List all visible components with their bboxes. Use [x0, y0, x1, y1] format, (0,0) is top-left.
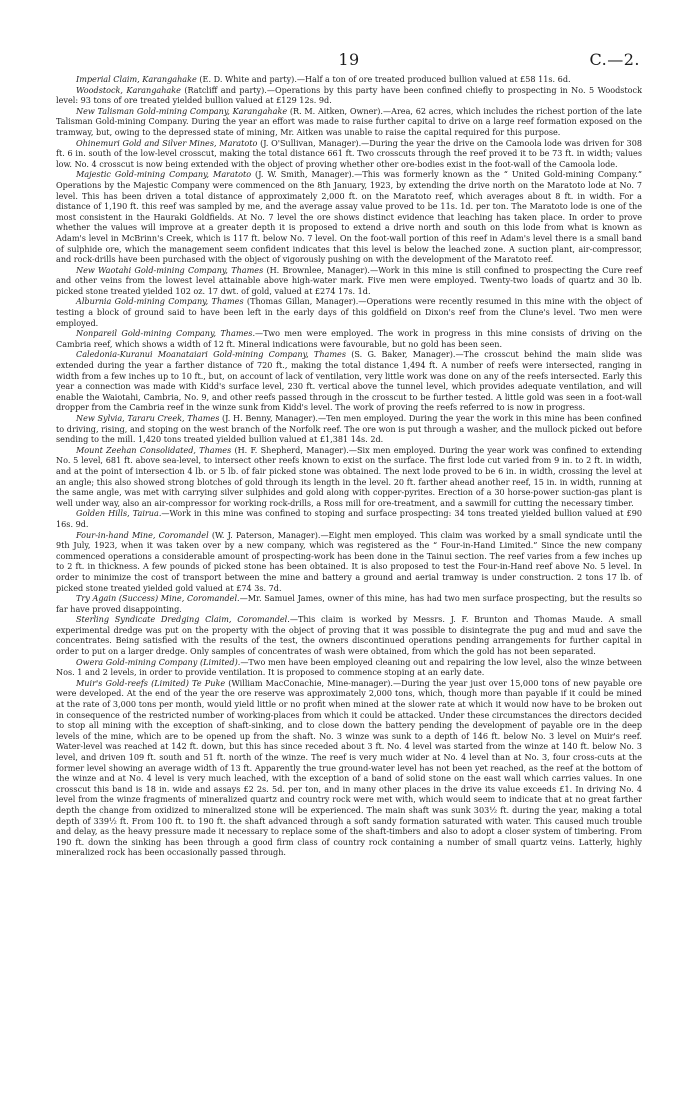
paragraph-heading: Majestic Gold-mining Company, Maratoto: [76, 169, 252, 180]
paragraph-text: (R. M. Aitken, Owner).—Area, 62 acres, which includes the richest portion of the late Talisman Gold-mining Company. During the year an effort was made to raise further capital to drive on a large reef formation exposed on the tramway, but, owing to the depressed state of mining, Mr. Aitken was unable to raise the capital required for this purpose.: [56, 105, 642, 137]
paragraph-heading: Imperial Claim, Karangahake: [76, 74, 197, 84]
paragraph-heading: Try Again (Success) Mine, Coromandel.: [76, 593, 240, 604]
paragraph-new-waotahi: [56, 265, 642, 297]
paragraph-imperial-claim: [56, 74, 642, 85]
paragraph-muirs-gold-reefs: [56, 678, 642, 858]
paragraph-text: (H. F. Shepherd, Manager).—Six men employed. During the year work was confined to extending No. 5 level, 681 ft. above sea-level, to intersect other reefs known to exist on the surface. The first lode cut varied from 9 in. to 2 ft. in width, and at the point of intersection 4 lb. or 5 lb. of fair picked stone was obtained. The next lode proved to be 6 in. in width, crossing the level at an angle; this also showed strong blotches of gold through its length in the level. 20 ft. farther ahead another reef, 15 in. in width, running at the same angle, was met with carrying silver sulphides and gold along with copper-pyrites. Erection of a 30 horse-power suction-gas plant is well under way, also an air-compressor for working rock-drills, a Ross mill for ore-treatment, and a sawmill for cutting the necessary timber.: [56, 444, 642, 508]
paragraph-heading: New Talisman Gold-mining Company, Karangahake: [76, 105, 288, 116]
paragraph-caledonia: [56, 349, 642, 413]
report-body: [56, 74, 642, 858]
paragraph-try-again: [56, 593, 642, 614]
paragraph-text: (J. H. Benny, Manager).—Ten men employed. During the year the work in this mine has been confined to driving, rising, and stoping on the west branch of the Norfolk reef. The ore won is put through a washer, and the mullock picked out before sending to the mill. 1,420 tons treated yielded bullion valued at £1,381 14s. 2d.: [56, 413, 642, 445]
paragraph-heading: Caledonia-Kuranui Moanataiari Gold-mining Company, Thames: [76, 349, 346, 360]
paragraph-four-in-hand: [56, 530, 642, 594]
paragraph-text: —This claim is worked by Messrs. J. F. Brunton and Thomas Maude. A small experimental dredge was put on the property with the object of proving that it was possible to disintegrate the pug and mud and save the concentrates. Being satisfied with the results of the test, the owners discontinued operations pending arrangements for further capital in order to put on a larger dredge. Only samples of concentrates of wash were obtained, from which the gold has not been separated.: [56, 614, 642, 657]
paragraph-new-talisman: [56, 106, 642, 138]
paragraph-ohinemuri: [56, 138, 642, 170]
paragraph-heading: Nonpareil Gold-mining Company, Thames.: [76, 328, 256, 339]
paragraph-text: —Work in this mine was confined to stoping and surface prospecting: 34 tons treated yielded bullion valued at £90 16s. 9d.: [56, 508, 642, 529]
paragraph-heading: Alburnia Gold-mining Company, Thames: [76, 296, 244, 307]
paragraph-woodstock: [56, 85, 642, 106]
paragraph-heading: Woodstock, Karangahake: [76, 84, 181, 95]
paragraph-text: (E. D. White and party).—Half a ton of ore treated produced bullion valued at £58 11s. 6d.: [196, 74, 571, 84]
paragraph-heading: Mount Zeehan Consolidated, Thames: [76, 444, 232, 455]
section-reference: C.—2.: [589, 50, 640, 69]
paragraph-new-sylvia: [56, 413, 642, 445]
paragraph-heading: Owera Gold-mining Company (Limited).: [76, 656, 241, 667]
paragraph-alburnia: [56, 296, 642, 328]
paragraph-heading: Golden Hills, Tairua.: [76, 508, 162, 519]
paragraph-text: —Two men have been employed cleaning out and repairing the low level, also the winze between Nos. 1 and 2 levels, in order to provide ventilation. It is proposed to commence stoping at an early date.: [56, 656, 642, 678]
paragraph-heading: Sterling Syndicate Dredging Claim, Coromandel.: [76, 614, 290, 625]
paragraph-text: —Mr. Samuel James, owner of this mine, has had two men surface prospecting, but the results so far have proved disappointing.: [56, 593, 642, 614]
paragraph-heading: Muir's Gold-reefs (Limited) Te Puke: [76, 677, 226, 688]
paragraph-text: (William MacConachie, Mine-manager).—During the year just over 15,000 tons of new payable ore were developed. At the end of the year the ore reserve was approximately 2,000 tons, which, though more than payable if it could be mined at the rate of 3,000 tons per month, would yield little or no profit when mined at the slower rate at which it would now have to be broken out in consequence of the restricted number of working-places from which it could be attacked. Under these circumstances the directors decided to stop all mining with the exception of shaft-sinking, and to close down the battery pending the development of payable ore in the deep levels of the mine, which are to be opened up from the shaft. No. 3 winze was sunk to a depth of 146 ft. below No. 3 level on Muir's reef. Water-level was reached at 142 ft. down, but this has since receded about 3 ft. No. 4 level was started from the winze at 140 ft. below No. 3 level, and driven 109 ft. south and 51 ft. north of the winze. The reef is very much wider at No. 4 level than at No. 3, four cross-cuts at the former level showing an average width of 13 ft. Apparently the true ground-water level has not been yet reached, as the reef at the bottom of the winze and at No. 4 level is very much leached, with the exception of a band of solid stone on the east wall which carries values. In one crosscut this band is 18 in. wide and assays £2 2s. 5d. per ton, and in many other places in the drive its value exceeds £1. In driving No. 4 level from the winze fragments of mineralized quartz and country rock were met with, which would seem to indicate that at no great farther depth the change from oxidized to mineralized stone will be experienced. The main shaft was sunk 303½ ft. during the year, making a total depth of 339½ ft. From 100 ft. to 190 ft. the shaft advanced through a soft sandy formation saturated with water. This caused much trouble and delay, as the heavy pressure made it necessary to replace some of the shaft-timbers and also to adopt a closer system of timbering. From 190 ft. down the sinking has been through a good firm class of country rock containing a number of small quartz veins. Latterly, highly mineralized rock has been occasionally passed through.: [56, 677, 642, 858]
page-number: 19: [338, 50, 360, 69]
paragraph-owera: [56, 657, 642, 678]
paragraph-text: (W. J. Paterson, Manager).—Eight men employed. This claim was worked by a small syndicate until the 9th July, 1923, when it was taken over by a new company, which was registered as the “ Four-in-Hand Limited.” Since the new company commenced operations a considerable amount of prospecting-work has been done in the Tainui section. The reef varies from a few inches up to 2 ft. in thickness. A few pounds of picked stone has been obtained. It is also proposed to test the Four-in-Hand reef above No. 5 level. In order to minimize the cost of transport between the mine and battery a ground and aerial tramway is under construction. 2 tons 17 lb. of picked stone treated yielded gold valued at £74 3s. 7d.: [56, 529, 643, 593]
paragraph-heading: New Sylvia, Tararu Creek, Thames: [76, 413, 220, 423]
paragraph-text: (Thomas Gillan, Manager).—Operations were recently resumed in this mine with the object of testing a block of ground said to have been left in the early days of this goldfield on Dixon's reef from the Clune's level. Two men were employed.: [56, 296, 642, 328]
paragraph-text: (Ratcliff and party).—Operations by this party have been confined chiefly to prospecting in No. 5 Woodstock level: 93 tons of ore treated yielded bullion valued at £129 12s. 9d.: [56, 84, 642, 106]
paragraph-text: —Two men were employed. The work in progress in this mine consists of driving on the Cambria reef, which shows a width of 12 ft. Mineral indications were favourable, but no gold has been seen.: [56, 328, 643, 349]
paragraph-text: (J. O'Sullivan, Manager).—During the year the drive on the Camoola lode was driven for 308 ft. 6 in. south of the low-level crosscut, making the total distance 661 ft. Two crosscuts through the reef proved it to be 73 ft. in width; values low. No. 4 crosscut is now being extended with the object of proving whether other ore-bodies exist in the foot-wall of the Camoola lode.: [56, 137, 643, 169]
paragraph-heading: New Waotahi Gold-mining Company, Thames: [76, 264, 264, 275]
paragraph-mount-zeehan: [56, 445, 642, 509]
paragraph-heading: Four-in-hand Mine, Coromandel: [76, 529, 209, 540]
paragraph-golden-hills: [56, 508, 642, 529]
paragraph-text: (H. Brownlee, Manager).—Work in this mine is still confined to prospecting the Cure reef and other veins from the lowest level attainable above high-water mark. Five men were employed. Twenty-two loads of quartz and 30 lb. picked stone treated yielded 102 oz. 17 dwt. of gold, valued at £274 17s. 1d.: [56, 264, 642, 296]
paragraph-text: (S. G. Baker, Manager).—The crosscut behind the main slide was extended during the year a farther distance of 720 ft., making the total distance 1,494 ft. A number of reefs were intersected, ranging in width from a few inches up to 10 ft., but, on account of lack of ventilation, very little work was done on any of the reefs intersected. Early this year a connection was made with Kidd's surface level, 230 ft. vertical above the tunnel level, which provides adequate ventilation, and will enable the Waiotahi, Cambria, No. 9, and other reefs passed through in the crosscut to be further tested. A little gold was seen in a foot-wall dropper from the Cambria reef in the winze sunk from Kidd's level. The work of proving the reefs referred to is now in progress.: [56, 349, 642, 413]
page-header: [56, 0, 642, 74]
paragraph-heading: Ohinemuri Gold and Silver Mines, Maratoto: [76, 137, 258, 148]
paragraph-nonpareil: [56, 328, 642, 349]
paragraph-text: (J. W. Smith, Manager).—This was formerly known as the “ United Gold-mining Company.” Operations by the Majestic Company were commenced on the 8th January, 1923, by extending the drive north on the Maratoto lode at No. 7 level. This has been driven a total distance of approximately 2,000 ft. on the Maratoto reef, which averages about 8 ft. in width. For a distance of 1,190 ft. this reef was sampled by me, and the average assay value proved to be 11s. 1d. per ton. The Maratoto lode is one of the most consistent in the Hauraki Goldfields. At No. 7 level the ore shows distinct evidence that leaching has taken place. In order to prove whether the values will improve at a greater depth it is proposed to extend a drive north and south on this lode from what is known as Adam's level in McBrinn's Creek, which is 117 ft. below No. 7 level. On the foot-wall portion of this reef in Adam's level there is a small band of sulphide ore, which the management seem confident indicates that this level is below the leached zone. A suction plant, air-compressor, and rock-drills have been purchased with the object of vigorously pushing on with the development of the Maratoto reef.: [56, 169, 642, 265]
paragraph-sterling-syndicate: [56, 614, 642, 656]
paragraph-majestic: [56, 169, 642, 264]
